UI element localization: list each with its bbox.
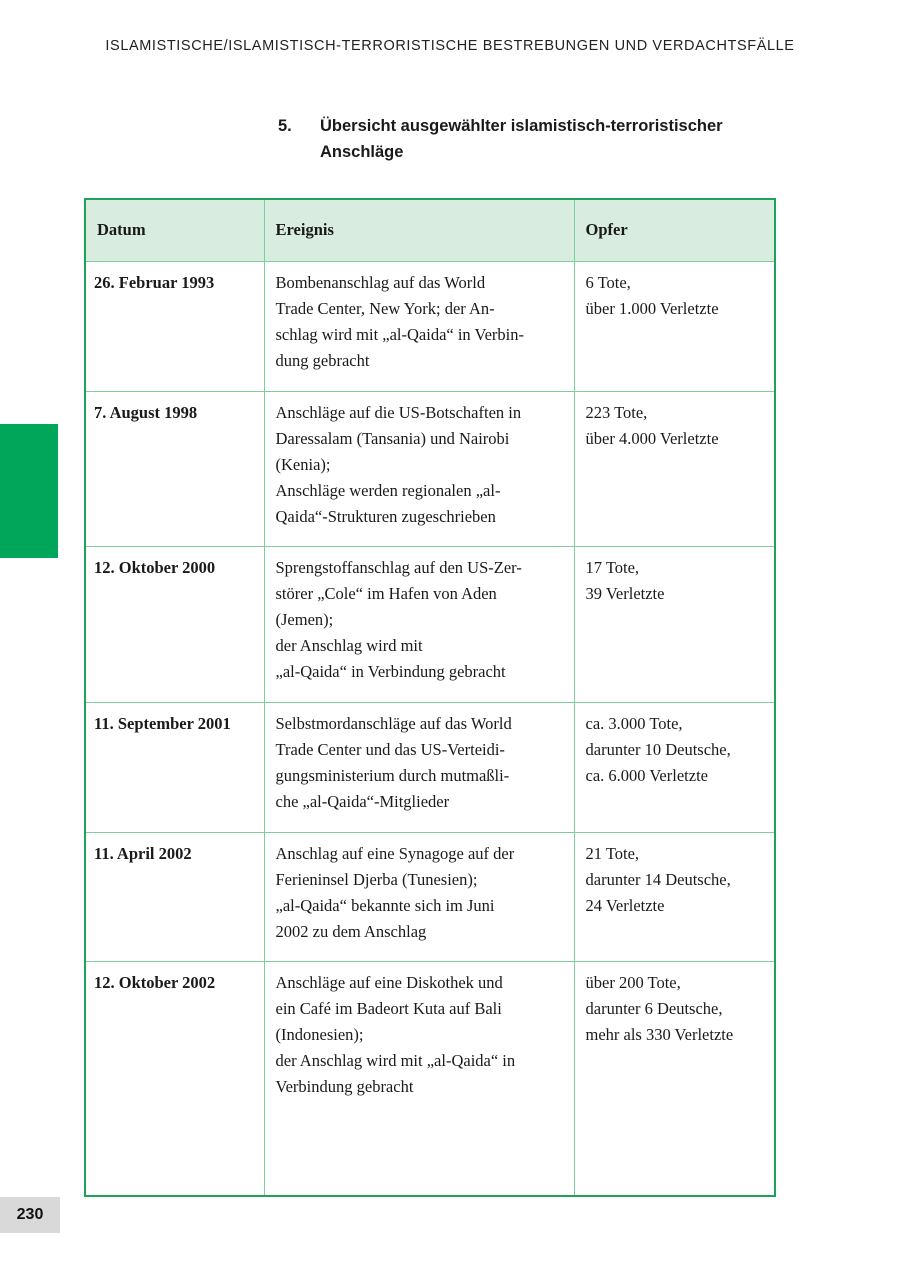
table-row (85, 961, 775, 1196)
event-line: Trade Center, New York; der An- (275, 298, 495, 318)
cell-date: 12. Oktober 2000 (85, 546, 264, 702)
victims-line: ca. 6.000 Verletzte (585, 765, 708, 785)
event-line: der Anschlag wird mit „al-Qaida“ in (275, 1050, 516, 1070)
event-line: gungsministerium durch mutmaßli- (275, 765, 510, 785)
victims-line: darunter 14 Deutsche, (585, 869, 731, 889)
event-line: Daressalam (Tansania) und Nairobi (275, 428, 510, 448)
event-line: Qaida“-Strukturen zugeschrieben (275, 506, 496, 526)
victims-line: mehr als 330 Verletzte (585, 1024, 734, 1044)
victims-line: 6 Tote, (585, 272, 631, 292)
event-line: Selbstmordanschläge auf das World (275, 713, 512, 733)
running-head: ISLAMISTISCHE/ISLAMISTISCH-TERRORISTISCHE BESTREBUNGEN UND VERDACHTSFÄLLE (105, 38, 795, 54)
event-line: 2002 zu dem Anschlag (275, 921, 427, 941)
victims-line: darunter 10 Deutsche, (585, 739, 731, 759)
event-line: „al-Qaida“ in Verbindung gebracht (275, 661, 506, 681)
cell-date: 11. September 2001 (85, 702, 264, 832)
victims-line: darunter 6 Deutsche, (585, 998, 723, 1018)
event-line: ein Café im Badeort Kuta auf Bali (275, 998, 502, 1018)
event-line: Anschläge auf die US-Botschaften in (275, 402, 522, 422)
cell-victims (574, 702, 775, 832)
cell-event (264, 391, 574, 546)
cell-event (264, 961, 574, 1196)
victims-line: über 200 Tote, (585, 972, 681, 992)
section-title-line: Anschläge (320, 143, 404, 161)
cell-event (264, 546, 574, 702)
attacks-table (84, 198, 776, 1197)
event-line: Sprengstoffanschlag auf den US-Zer- (275, 557, 522, 577)
victims-line: 17 Tote, (585, 557, 640, 577)
cell-victims (574, 832, 775, 961)
cell-event (264, 702, 574, 832)
table-row (85, 832, 775, 961)
cell-event (264, 261, 574, 391)
cell-date: 26. Februar 1993 (85, 261, 264, 391)
victims-line: über 4.000 Verletzte (585, 428, 719, 448)
event-line: (Indonesien); (275, 1024, 364, 1044)
cell-victims (574, 261, 775, 391)
cell-date: 7. August 1998 (85, 391, 264, 546)
event-line: Anschläge auf eine Diskothek und (275, 972, 503, 992)
table-row (85, 702, 775, 832)
victims-line: ca. 3.000 Tote, (585, 713, 683, 733)
event-line: dung gebracht (275, 350, 370, 370)
event-line: Trade Center und das US-Verteidi- (275, 739, 505, 759)
cell-victims (574, 391, 775, 546)
event-line: Anschlag auf eine Synagoge auf der (275, 843, 515, 863)
table-row (85, 261, 775, 391)
table-row (85, 391, 775, 546)
cell-victims (574, 546, 775, 702)
section-title-line: Übersicht ausgewählter islamistisch-terroristischer (320, 117, 723, 135)
table-header-row (85, 199, 775, 261)
event-line: che „al-Qaida“-Mitglieder (275, 791, 450, 811)
event-line: störer „Cole“ im Hafen von Aden (275, 583, 497, 603)
event-line: „al-Qaida“ bekannte sich im Juni (275, 895, 495, 915)
chapter-side-tab (0, 424, 58, 558)
cell-date: 11. April 2002 (85, 832, 264, 961)
victims-line: über 1.000 Verletzte (585, 298, 719, 318)
section-title (320, 113, 760, 165)
victims-line: 39 Verletzte (585, 583, 665, 603)
victims-line: 24 Verletzte (585, 895, 665, 915)
column-header-ereignis: Ereignis (264, 199, 574, 261)
event-line: (Kenia); (275, 454, 331, 474)
cell-event (264, 832, 574, 961)
victims-line: 21 Tote, (585, 843, 640, 863)
table-row (85, 546, 775, 702)
event-line: Ferieninsel Djerba (Tunesien); (275, 869, 478, 889)
column-header-opfer: Opfer (574, 199, 775, 261)
column-header-datum: Datum (85, 199, 264, 261)
event-line: Bombenanschlag auf das World (275, 272, 486, 292)
event-line: (Jemen); (275, 609, 334, 629)
page-number: 230 (0, 1197, 60, 1233)
section-number: 5. (278, 117, 292, 135)
cell-date: 12. Oktober 2002 (85, 961, 264, 1196)
event-line: Anschläge werden regionalen „al- (275, 480, 501, 500)
victims-line: 223 Tote, (585, 402, 648, 422)
event-line: Verbindung gebracht (275, 1076, 414, 1096)
cell-victims (574, 961, 775, 1196)
event-line: der Anschlag wird mit (275, 635, 423, 655)
event-line: schlag wird mit „al-Qaida“ in Verbin- (275, 324, 524, 344)
